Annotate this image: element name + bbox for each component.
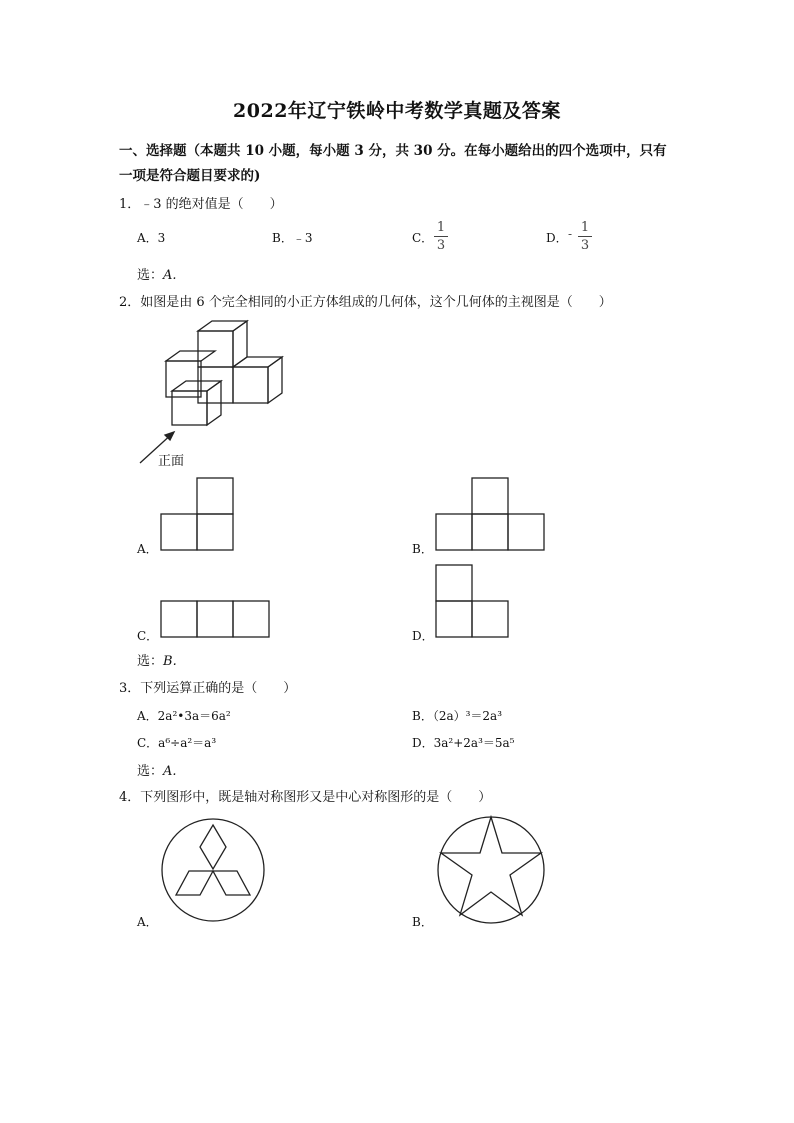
rhombus-shape [200, 825, 226, 869]
q4-option-b: B． [412, 915, 433, 929]
section-heading-line2: 一项是符合题目要求的) [119, 168, 261, 184]
answer-prefix: 选： [137, 654, 164, 669]
q4-option-a-figure [160, 817, 266, 923]
cube-side-face [268, 357, 282, 403]
q2-answer [137, 650, 177, 669]
rhombus-shape [213, 871, 250, 895]
fraction-bar [434, 236, 448, 237]
q1-answer [137, 264, 177, 283]
fraction-numerator: 1 [436, 220, 446, 235]
q2-option-a-figure [161, 477, 235, 551]
q2-option-c: C． [137, 629, 159, 643]
q1-option-b: B．﹣3 [272, 231, 313, 245]
cube-side-face [233, 321, 247, 367]
answer-value: B. [163, 654, 177, 669]
q2-option-a: A． [137, 542, 158, 556]
answer-prefix: 选： [137, 764, 164, 779]
q4-option-b-figure [435, 815, 547, 923]
q2-stem: 2．如图是由 6 个完全相同的小正方体组成的几何体，这个几何体的主视图是（ ） [119, 295, 612, 310]
front-view-label: 正面 [158, 454, 185, 469]
fraction-bar [578, 236, 592, 237]
q1-stem: 1．﹣3 的绝对值是（ ） [119, 197, 283, 212]
q1-option-c-fraction [434, 220, 448, 253]
q3-option-d: D．3a²+2a³＝5a⁵ [412, 736, 515, 750]
q3-option-c: C．a⁶÷a²＝a³ [137, 736, 217, 750]
fraction-numerator: 1 [580, 220, 590, 235]
q3-answer [137, 760, 177, 779]
q1-option-a: A．3 [137, 231, 166, 245]
q3-option-b: B．（2a）³＝2a³ [412, 709, 503, 723]
q3-stem: 3．下列运算正确的是（ ） [119, 681, 297, 696]
q1-option-d: D． [546, 231, 568, 245]
answer-value: A. [163, 764, 177, 779]
q2-option-d: D． [412, 629, 434, 643]
fraction-denominator: 3 [580, 238, 590, 253]
section-heading-line1: 一、选择题（本题共 10 小题，每小题 3 分，共 30 分。在每小题给出的四个选项中，只有 [119, 143, 667, 159]
fraction-denominator: 3 [436, 238, 446, 253]
q1-option-d-minus: - [568, 227, 573, 241]
q2-option-b-figure [436, 477, 546, 551]
star-shape [441, 817, 541, 915]
cube-front-face [172, 391, 207, 425]
q1-option-d-fraction [578, 220, 592, 253]
q3-option-a: A．2a²•3a＝6a² [137, 709, 231, 723]
cube-front-face [198, 331, 233, 367]
outer-circle [438, 817, 544, 923]
cube-stack-figure [130, 315, 300, 475]
cube-top-face [166, 351, 215, 361]
q4-option-a: A． [137, 915, 158, 929]
answer-prefix: 选： [137, 268, 164, 283]
q4-stem: 4．下列图形中，既是轴对称图形又是中心对称图形的是（ ） [119, 790, 492, 805]
rhombus-shape [176, 871, 213, 895]
q2-option-d-figure [436, 564, 510, 638]
q2-option-b: B． [412, 542, 433, 556]
q1-option-c: C． [412, 231, 434, 245]
cube-front-face [233, 367, 268, 403]
answer-value: A. [163, 268, 177, 283]
q2-option-c-figure [161, 600, 271, 638]
page-title: 2022年辽宁铁岭中考数学真题及答案 [233, 100, 561, 122]
